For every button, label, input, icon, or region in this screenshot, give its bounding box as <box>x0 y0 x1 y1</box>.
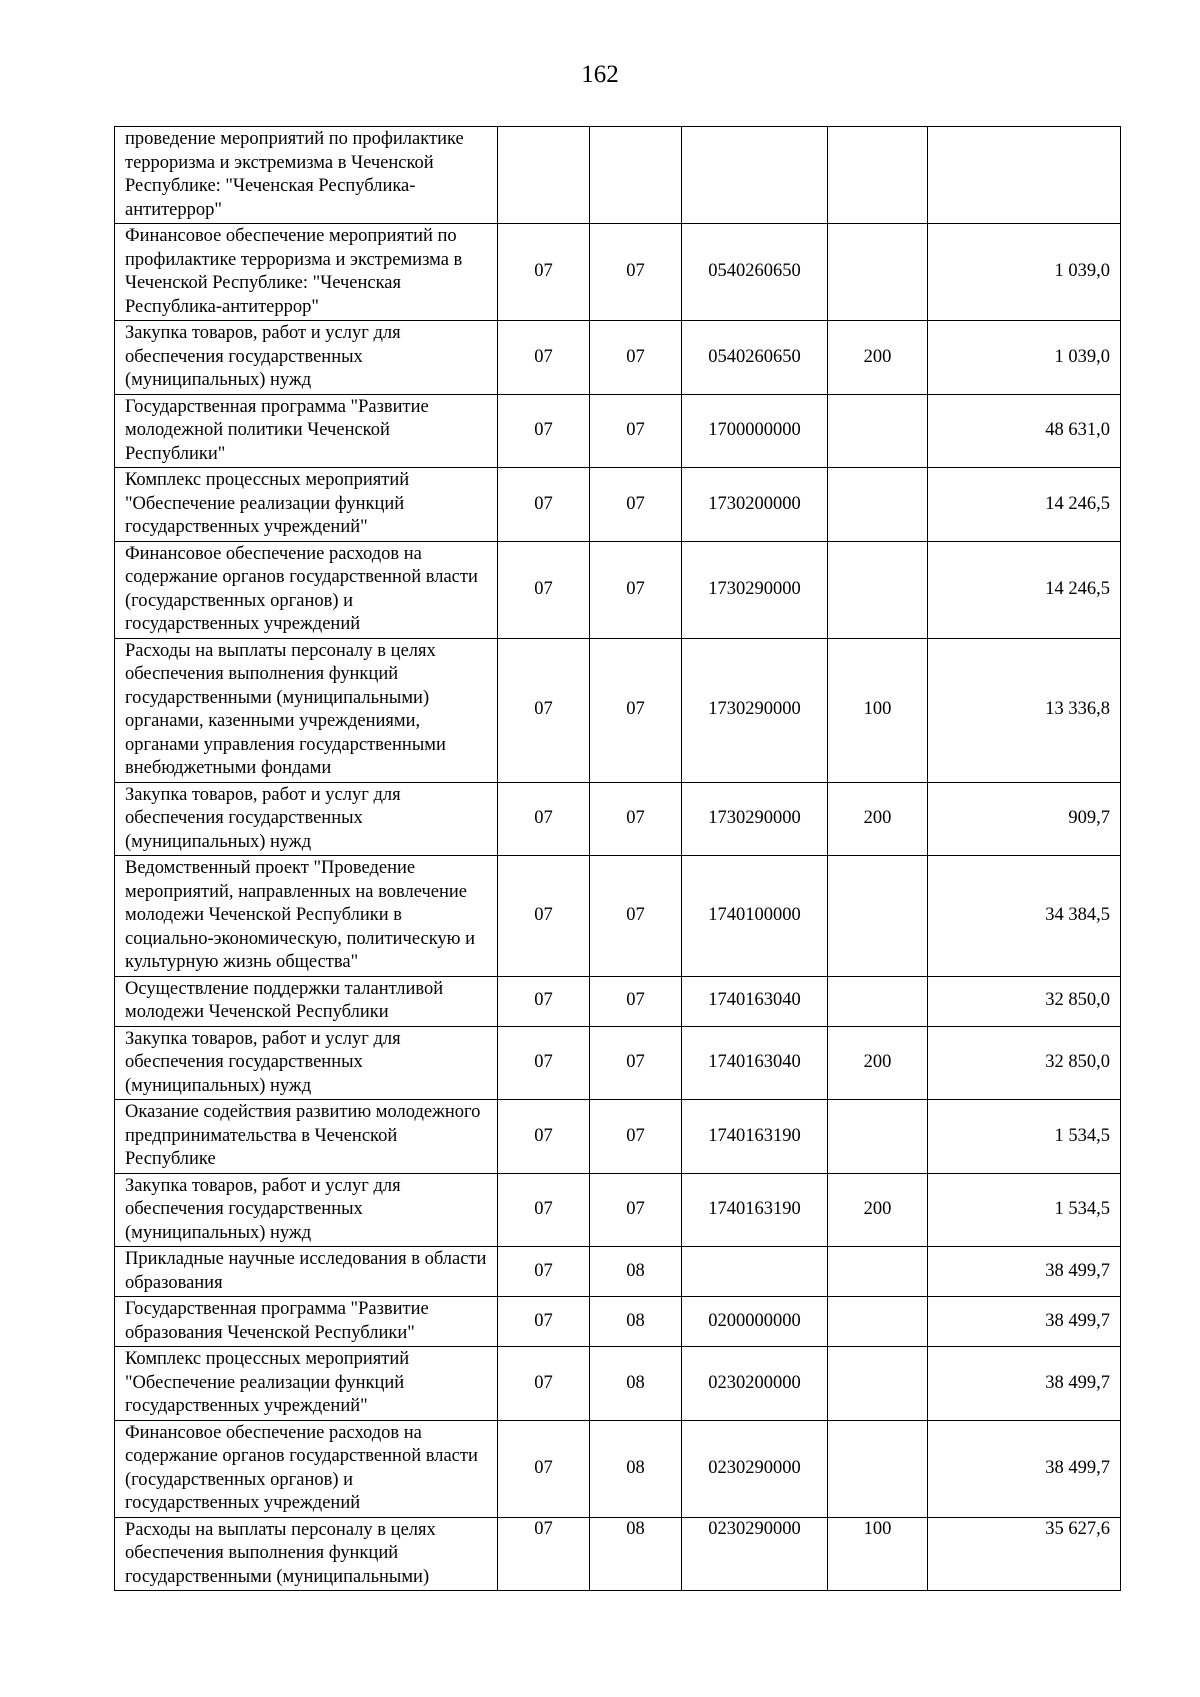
row-target-article-cell: 1740163040 <box>682 976 828 1026</box>
row-sum-cell: 38 499,7 <box>928 1297 1121 1347</box>
row-expense-type-cell <box>828 976 928 1026</box>
row-expense-type-cell <box>828 394 928 468</box>
row-expense-type-cell <box>828 1420 928 1517</box>
table-row <box>115 1026 1121 1100</box>
row-target-article-cell: 1730290000 <box>682 638 828 782</box>
table-row <box>115 127 1121 224</box>
row-expense-type-cell <box>828 468 928 542</box>
row-target-article-cell: 0540260650 <box>682 224 828 321</box>
row-name-cell: Ведомственный проект "Проведение мероприятий, направленных на вовлечение молодежи Чеченской Республики в социально-экономическую, политическую и культурную жизнь общества" <box>115 856 498 977</box>
row-subsection-cell: 08 <box>590 1347 682 1421</box>
row-expense-type-cell: 200 <box>828 782 928 856</box>
row-section-cell: 07 <box>498 638 590 782</box>
row-section-cell: 07 <box>498 856 590 977</box>
row-target-article-cell: 1740163190 <box>682 1173 828 1247</box>
row-target-article-cell: 0230290000 <box>682 1517 828 1591</box>
row-name-cell: Закупка товаров, работ и услуг для обеспечения государственных (муниципальных) нужд <box>115 1173 498 1247</box>
row-target-article-cell: 0540260650 <box>682 321 828 395</box>
row-sum-cell: 13 336,8 <box>928 638 1121 782</box>
row-expense-type-cell: 100 <box>828 1517 928 1591</box>
row-target-article-cell: 0230200000 <box>682 1347 828 1421</box>
row-subsection-cell <box>590 127 682 224</box>
row-subsection-cell: 07 <box>590 224 682 321</box>
row-sum-cell: 909,7 <box>928 782 1121 856</box>
budget-table <box>114 126 1121 1591</box>
row-name-cell: Прикладные научные исследования в области образования <box>115 1247 498 1297</box>
row-name-cell: Закупка товаров, работ и услуг для обеспечения государственных (муниципальных) нужд <box>115 321 498 395</box>
row-name-cell: Закупка товаров, работ и услуг для обеспечения государственных (муниципальных) нужд <box>115 782 498 856</box>
row-section-cell: 07 <box>498 1100 590 1174</box>
row-sum-cell: 35 627,6 <box>928 1517 1121 1591</box>
row-target-article-cell: 1730290000 <box>682 782 828 856</box>
row-section-cell: 07 <box>498 1247 590 1297</box>
row-target-article-cell: 1730200000 <box>682 468 828 542</box>
row-name-cell: Финансовое обеспечение мероприятий по профилактике терроризма и экстремизма в Чеченской Республике: "Чеченская Республика-антитеррор" <box>115 224 498 321</box>
row-subsection-cell: 08 <box>590 1420 682 1517</box>
row-target-article-cell: 1730290000 <box>682 541 828 638</box>
row-name-cell: Государственная программа "Развитие молодежной политики Чеченской Республики" <box>115 394 498 468</box>
row-section-cell: 07 <box>498 976 590 1026</box>
table-row <box>115 1517 1121 1591</box>
row-subsection-cell: 07 <box>590 976 682 1026</box>
row-section-cell: 07 <box>498 1347 590 1421</box>
row-section-cell: 07 <box>498 394 590 468</box>
row-sum-cell: 48 631,0 <box>928 394 1121 468</box>
row-sum-cell: 1 039,0 <box>928 321 1121 395</box>
table-row <box>115 224 1121 321</box>
row-subsection-cell: 07 <box>590 782 682 856</box>
row-expense-type-cell: 100 <box>828 638 928 782</box>
row-name-cell: Расходы на выплаты персоналу в целях обеспечения выполнения функций государственными (муниципальными) <box>115 1517 498 1591</box>
row-sum-cell: 34 384,5 <box>928 856 1121 977</box>
row-sum-cell: 32 850,0 <box>928 976 1121 1026</box>
row-sum-cell: 14 246,5 <box>928 541 1121 638</box>
row-sum-cell: 32 850,0 <box>928 1026 1121 1100</box>
row-name-cell: Закупка товаров, работ и услуг для обеспечения государственных (муниципальных) нужд <box>115 1026 498 1100</box>
row-target-article-cell: 1700000000 <box>682 394 828 468</box>
row-section-cell: 07 <box>498 1173 590 1247</box>
row-target-article-cell: 0200000000 <box>682 1297 828 1347</box>
row-sum-cell: 38 499,7 <box>928 1347 1121 1421</box>
row-subsection-cell: 07 <box>590 321 682 395</box>
row-expense-type-cell <box>828 541 928 638</box>
row-target-article-cell <box>682 1247 828 1297</box>
row-section-cell: 07 <box>498 468 590 542</box>
row-subsection-cell: 07 <box>590 1026 682 1100</box>
row-subsection-cell: 08 <box>590 1297 682 1347</box>
row-name-cell: Финансовое обеспечение расходов на содержание органов государственной власти (государственных органов) и государственных учреждений <box>115 541 498 638</box>
row-name-cell: Комплекс процессных мероприятий "Обеспечение реализации функций государственных учреждений" <box>115 1347 498 1421</box>
row-expense-type-cell <box>828 224 928 321</box>
row-subsection-cell: 07 <box>590 1100 682 1174</box>
row-expense-type-cell <box>828 1347 928 1421</box>
row-name-cell: Финансовое обеспечение расходов на содержание органов государственной власти (государственных органов) и государственных учреждений <box>115 1420 498 1517</box>
row-target-article-cell <box>682 127 828 224</box>
row-expense-type-cell <box>828 1247 928 1297</box>
table-row <box>115 1100 1121 1174</box>
table-row <box>115 321 1121 395</box>
row-section-cell: 07 <box>498 224 590 321</box>
row-section-cell: 07 <box>498 1517 590 1591</box>
row-expense-type-cell: 200 <box>828 1026 928 1100</box>
row-section-cell: 07 <box>498 1420 590 1517</box>
table-row <box>115 976 1121 1026</box>
row-subsection-cell: 08 <box>590 1247 682 1297</box>
table-row <box>115 1173 1121 1247</box>
table-row <box>115 638 1121 782</box>
row-subsection-cell: 08 <box>590 1517 682 1591</box>
table-row <box>115 541 1121 638</box>
row-subsection-cell: 07 <box>590 468 682 542</box>
row-name-cell: Оказание содействия развитию молодежного предпринимательства в Чеченской Республике <box>115 1100 498 1174</box>
row-expense-type-cell <box>828 856 928 977</box>
row-subsection-cell: 07 <box>590 1173 682 1247</box>
table-row <box>115 1347 1121 1421</box>
row-expense-type-cell: 200 <box>828 321 928 395</box>
table-row <box>115 1420 1121 1517</box>
row-section-cell: 07 <box>498 321 590 395</box>
row-target-article-cell: 0230290000 <box>682 1420 828 1517</box>
row-subsection-cell: 07 <box>590 638 682 782</box>
row-name-cell: Государственная программа "Развитие образования Чеченской Республики" <box>115 1297 498 1347</box>
row-section-cell <box>498 127 590 224</box>
row-sum-cell: 1 534,5 <box>928 1100 1121 1174</box>
row-target-article-cell: 1740163190 <box>682 1100 828 1174</box>
row-expense-type-cell <box>828 1297 928 1347</box>
row-section-cell: 07 <box>498 1297 590 1347</box>
row-name-cell: Расходы на выплаты персоналу в целях обеспечения выполнения функций государственными (муниципальными) органами, казенными учреждениями, органами управления государственными внебюджетными фондами <box>115 638 498 782</box>
row-target-article-cell: 1740100000 <box>682 856 828 977</box>
row-section-cell: 07 <box>498 541 590 638</box>
table-row <box>115 1297 1121 1347</box>
row-subsection-cell: 07 <box>590 541 682 638</box>
row-expense-type-cell <box>828 127 928 224</box>
row-name-cell: проведение мероприятий по профилактике терроризма и экстремизма в Чеченской Республике: "Чеченская Республика-антитеррор" <box>115 127 498 224</box>
budget-table-body <box>115 127 1121 1591</box>
row-subsection-cell: 07 <box>590 394 682 468</box>
row-target-article-cell: 1740163040 <box>682 1026 828 1100</box>
row-sum-cell: 38 499,7 <box>928 1420 1121 1517</box>
table-row <box>115 1247 1121 1297</box>
row-sum-cell <box>928 127 1121 224</box>
row-expense-type-cell <box>828 1100 928 1174</box>
row-sum-cell: 38 499,7 <box>928 1247 1121 1297</box>
table-row <box>115 856 1121 977</box>
row-subsection-cell: 07 <box>590 856 682 977</box>
row-expense-type-cell: 200 <box>828 1173 928 1247</box>
row-section-cell: 07 <box>498 1026 590 1100</box>
table-row <box>115 394 1121 468</box>
page-number: 162 <box>581 61 619 88</box>
table-row <box>115 782 1121 856</box>
row-sum-cell: 1 039,0 <box>928 224 1121 321</box>
row-sum-cell: 1 534,5 <box>928 1173 1121 1247</box>
row-section-cell: 07 <box>498 782 590 856</box>
table-row <box>115 468 1121 542</box>
row-sum-cell: 14 246,5 <box>928 468 1121 542</box>
row-name-cell: Комплекс процессных мероприятий "Обеспечение реализации функций государственных учреждений" <box>115 468 498 542</box>
row-name-cell: Осуществление поддержки талантливой молодежи Чеченской Республики <box>115 976 498 1026</box>
